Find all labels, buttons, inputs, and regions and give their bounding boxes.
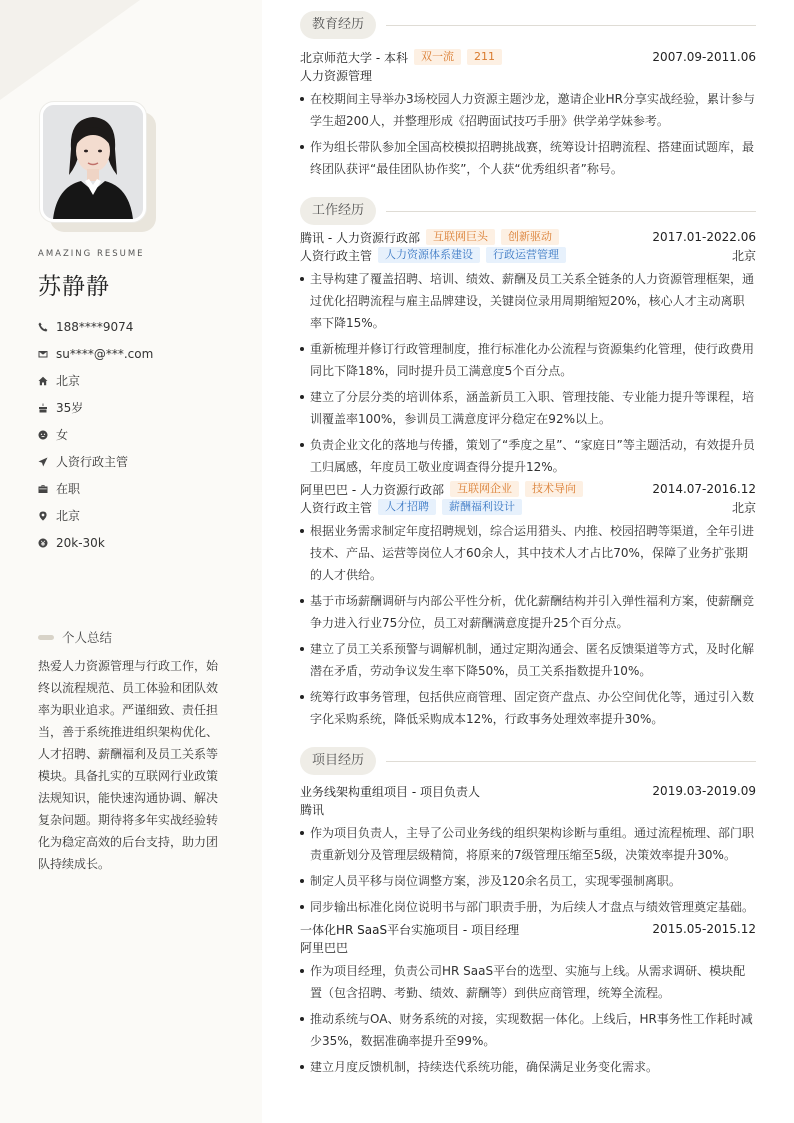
skill-tag: 人力资源体系建设 [378,247,480,263]
divider [386,25,756,26]
heading-marker [38,635,54,640]
skill-tag: 行政运营管理 [486,247,566,263]
education-entry [300,48,756,66]
company-name: 腾讯 - 人力资源行政部 [300,230,420,245]
company-tag: 创新驱动 [501,229,559,245]
project-org: 腾讯 [300,802,325,817]
date-range: 2007.09-2011.06 [652,50,756,64]
list-item: 重新梳理并修订行政管理制度，推行标准化办公流程与资源集约化管理，使行政费用同比下降18%，同时提升员工满意度5个百分点。 [300,338,756,382]
list-item: 建立了员工关系预警与调解机制，通过定期沟通会、匿名反馈渠道等方式，及时化解潜在矛盾，劳动争议发生率下降50%，员工关系指数提升10%。 [300,638,756,682]
summary-heading: 个人总结 [38,628,112,646]
date-range: 2014.07-2016.12 [652,482,756,496]
list-item: 在校期间主导举办3场校园人力资源主题沙龙，邀请企业HR分享实战经验，累计参与学生超200人，并整理形成《招聘面试技巧手册》供学弟学妹参考。 [300,88,756,132]
company-tag: 技术导向 [525,481,583,497]
projects-heading [300,746,756,776]
cake-icon [38,403,56,413]
job-entry [300,228,756,478]
education-heading [300,10,756,40]
job-position: 人资行政主管 [300,500,373,515]
home-icon [38,376,56,386]
list-item: 同步输出标准化岗位说明书与部门职责手册，为后续人才盘点与绩效管理奠定基础。 [300,896,756,918]
send-icon [38,457,56,467]
list-item: 推动系统与OA、财务系统的对接，实现数据一体化。上线后，HR事务性工作耗时减少35%，数据准确率提升至99%。 [300,1008,756,1052]
list-item: 主导构建了覆盖招聘、培训、绩效、薪酬及员工关系全链条的人力资源管理框架，通过优化招聘流程与雇主品牌建设，关键岗位录用周期缩短20%，核心人才主动离职率下降15%。 [300,268,756,334]
skill-tag: 人才招聘 [378,499,436,515]
list-item: 负责企业文化的落地与传播，策划了“季度之星”、“家庭日”等主题活动，有效提升员工归属感，年度员工敬业度调查得分提升12%。 [300,434,756,478]
job-entry [300,480,756,730]
date-range: 2017.01-2022.06 [652,230,756,244]
date-range: 2015.05-2015.12 [652,922,756,936]
list-item: 作为项目负责人，主导了公司业务线的组织架构诊断与重组。通过流程梳理、部门职责重新划分及管理层级精简，将原来的7级管理压缩至5级，决策效率提升30%。 [300,822,756,866]
project-name: 业务线架构重组项目 - 项目负责人 [300,784,480,799]
info-position: 人资行政主管 [38,448,153,475]
date-range: 2019.03-2019.09 [652,784,756,798]
info-status: 在职 [38,475,153,502]
list-item: 基于市场薪酬调研与内部公平性分析，优化薪酬结构并引入弹性福利方案，使薪酬竞争力进入行业75分位，员工对薪酬满意度提升25个百分点。 [300,590,756,634]
decorative-corner [0,0,140,100]
salary-icon [38,538,56,548]
list-item: 作为项目经理，负责公司HR SaaS平台的选型、实施与上线。从需求调研、模块配置（包含招聘、考勤、绩效、薪酬等）到供应商管理，统筹全流程。 [300,960,756,1004]
project-bullets [300,822,756,918]
main-content [300,10,756,1078]
info-target-city: 北京 [38,502,153,529]
briefcase-icon [38,484,56,494]
project-org: 阿里巴巴 [300,940,349,955]
school-name: 北京师范大学 - 本科 [300,50,408,65]
education-bullets [300,88,756,180]
gender-icon [38,430,56,440]
section-title: 工作经历 [300,197,376,225]
profile-photo [40,102,146,222]
list-item: 制定人员平移与岗位调整方案，涉及120余名员工，实现零强制离职。 [300,870,756,892]
company-name: 阿里巴巴 - 人力资源行政部 [300,482,444,497]
sidebar [0,0,262,1123]
mail-icon [38,349,56,359]
skill-tag: 薪酬福利设计 [442,499,522,515]
phone-icon [38,322,56,332]
info-gender: 女 [38,421,153,448]
list-item: 作为组长带队参加全国高校模拟招聘挑战赛，统筹设计招聘流程、搭建面试题库，最终团队获评“最佳团队协作奖”，个人获“优秀组织者”称号。 [300,136,756,180]
major: 人力资源管理 [300,68,373,83]
project-bullets [300,960,756,1078]
work-heading [300,196,756,226]
school-tag: 双一流 [414,49,461,65]
section-title: 教育经历 [300,11,376,39]
job-city: 北京 [731,500,756,515]
job-city: 北京 [731,248,756,263]
section-title: 项目经历 [300,747,376,775]
personal-info-list [38,313,153,556]
info-salary: 20k-30k [38,529,153,556]
project-name: 一体化HR SaaS平台实施项目 - 项目经理 [300,922,520,937]
divider [386,761,756,762]
info-city: 北京 [38,367,153,394]
info-phone: 188****9074 [38,313,153,340]
list-item: 建立了分层分类的培训体系，涵盖新员工入职、管理技能、专业能力提升等课程，培训覆盖率100%，参训员工满意度评分稳定在92%以上。 [300,386,756,430]
job-bullets [300,268,756,478]
candidate-name: 苏静静 [38,274,110,300]
info-age: 35岁 [38,394,153,421]
job-bullets [300,520,756,730]
list-item: 统筹行政事务管理，包括供应商管理、固定资产盘点、办公空间优化等，通过引入数字化采购系统，降低采购成本12%，行政事务处理效率提升30%。 [300,686,756,730]
list-item: 根据业务需求制定年度招聘规划，综合运用猎头、内推、校园招聘等渠道，全年引进技术、产品、运营等岗位人才60余人，其中技术人才占比70%，保障了业务扩张期的人才供给。 [300,520,756,586]
info-email: su****@***.com [38,340,153,367]
project-entry [300,920,756,1078]
job-position: 人资行政主管 [300,248,373,263]
company-tag: 互联网企业 [450,481,519,497]
divider [386,211,756,212]
school-tag: 211 [467,49,502,65]
project-entry [300,782,756,918]
company-tag: 互联网巨头 [426,229,495,245]
summary-text: 热爱人力资源管理与行政工作，始终以流程规范、员工体验和团队效率为职业追求。严谨细致、责任担当，善于系统推进组织架构优化、人才招聘、薪酬福利及员工关系等模块。具备扎实的互联网行业政策法规知识，能快速沟通协调、解决复杂问题。期待将多年实战经验转化为稳定高效的后台支持，助力团队持续成长。 [38,659,219,871]
list-item: 建立月度反馈机制，持续迭代系统功能，确保满足业务变化需求。 [300,1056,756,1078]
resume-tagline: AMAZING RESUME [38,249,145,259]
profile-photo-frame [40,102,146,222]
location-pin-icon [38,511,56,521]
